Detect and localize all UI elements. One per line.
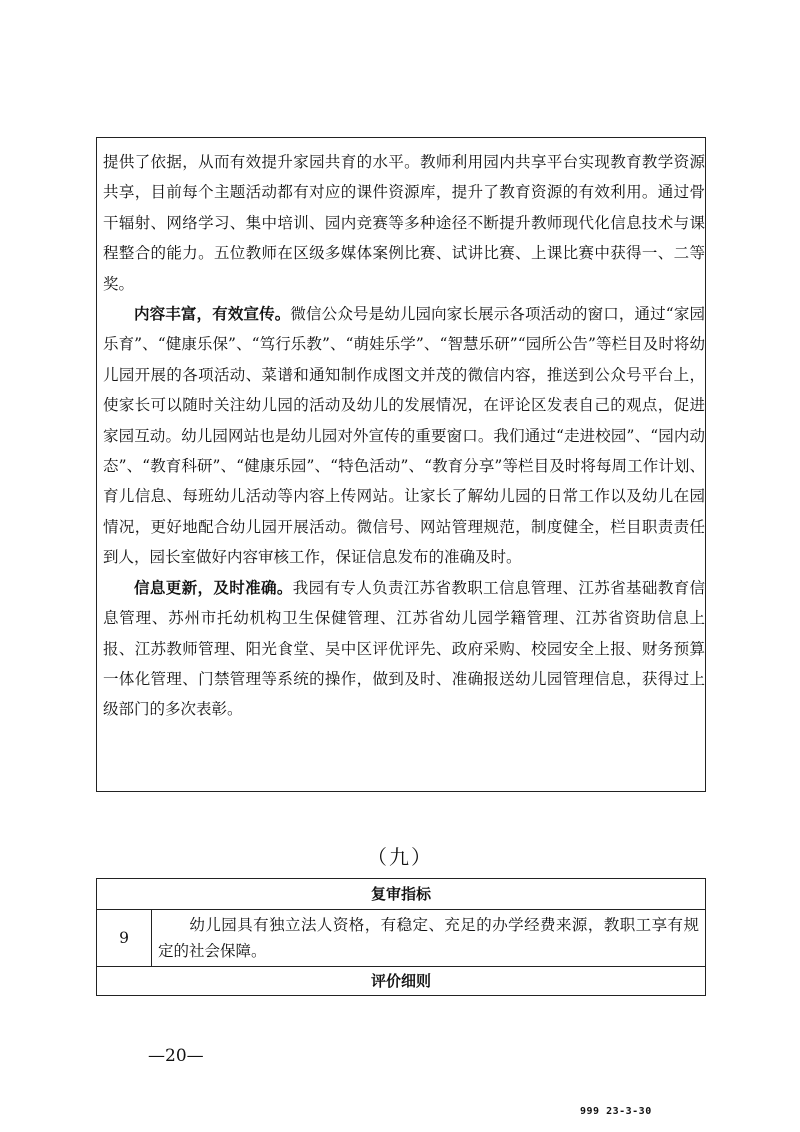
table-header: 复审指标 [97,879,705,910]
table-footer: 评价细则 [370,972,431,990]
row-number: 9 [97,910,152,966]
paragraph-2 [103,299,705,573]
paragraph-2-body: 微信公众号是幼儿园向家长展示各项活动的窗口，通过“家园乐育”、“健康乐保”、“笃行乐教”、“萌娃乐学”、“智慧乐研”“园所公告”等栏目及时将幼儿园开展的各项活动、菜谱和通知制作成图文并茂的微信内容，推送到公众号平台上，使家长可以随时关注幼儿园的活动及幼儿的发展情况，在评论区发表自己的观点，促进家园互动。幼儿园网站也是幼儿园对外宣传的重要窗口。我们通过“走进校园”、“园内动态”、“教育科研”、“健康乐园”、“特色活动”、“教育分享”等栏目及时将每周工作计划、育儿信息、每班幼儿活动等内容上传网站。让家长了解幼儿园的日常工作以及幼儿在园情况，更好地配合幼儿园开展活动。微信号、网站管理规范，制度健全，栏目职责责任到人，园长室做好内容审核工作，保证信息发布的准确及时。 [103,305,705,567]
text-box [96,137,706,792]
criteria-table [96,878,706,996]
section-heading: （九） [367,845,433,869]
row-text [152,910,705,966]
table-row [97,910,705,967]
paragraph-3-heading: 信息更新，及时准确。 [134,577,293,597]
paragraph-3 [103,573,705,725]
paragraph-1: 提供了依据，从而有效提升家园共育的水平。教师利用园内共享平台实现教育教学资源共享，目前每个主题活动都有对应的课件资源库，提升了教育资源的有效利用。通过骨干辐射、网络学习、集中培训、园内竞赛等多种途径不断提升教师现代化信息技术与课程整合的能力。五位教师在区级多媒体案例比赛、试讲比赛、上课比赛中获得一、二等奖。 [103,153,705,293]
print-stamp: 999 23-3-30 [580,1106,652,1117]
page-number: —20— [148,1046,204,1066]
paragraph-2-heading: 内容丰富，有效宣传。 [134,304,291,324]
row-text-content: 幼儿园具有独立法人资格，有稳定、充足的办学经费来源，教职工享有规定的社会保障。 [158,916,699,960]
text-box-content [103,147,705,725]
paragraph-3-body: 我园有专人负责江苏省教职工信息管理、江苏省基础教育信息管理、苏州市托幼机构卫生保健管理、江苏省幼儿园学籍管理、江苏省资助信息上报、江苏教师管理、阳光食堂、吴中区评优评先、政府采购、校园安全上报、财务预算一体化管理、门禁管理等系统的操作，做到及时、准确报送幼儿园管理信息，获得过上级部门的多次表彰。 [103,578,705,719]
